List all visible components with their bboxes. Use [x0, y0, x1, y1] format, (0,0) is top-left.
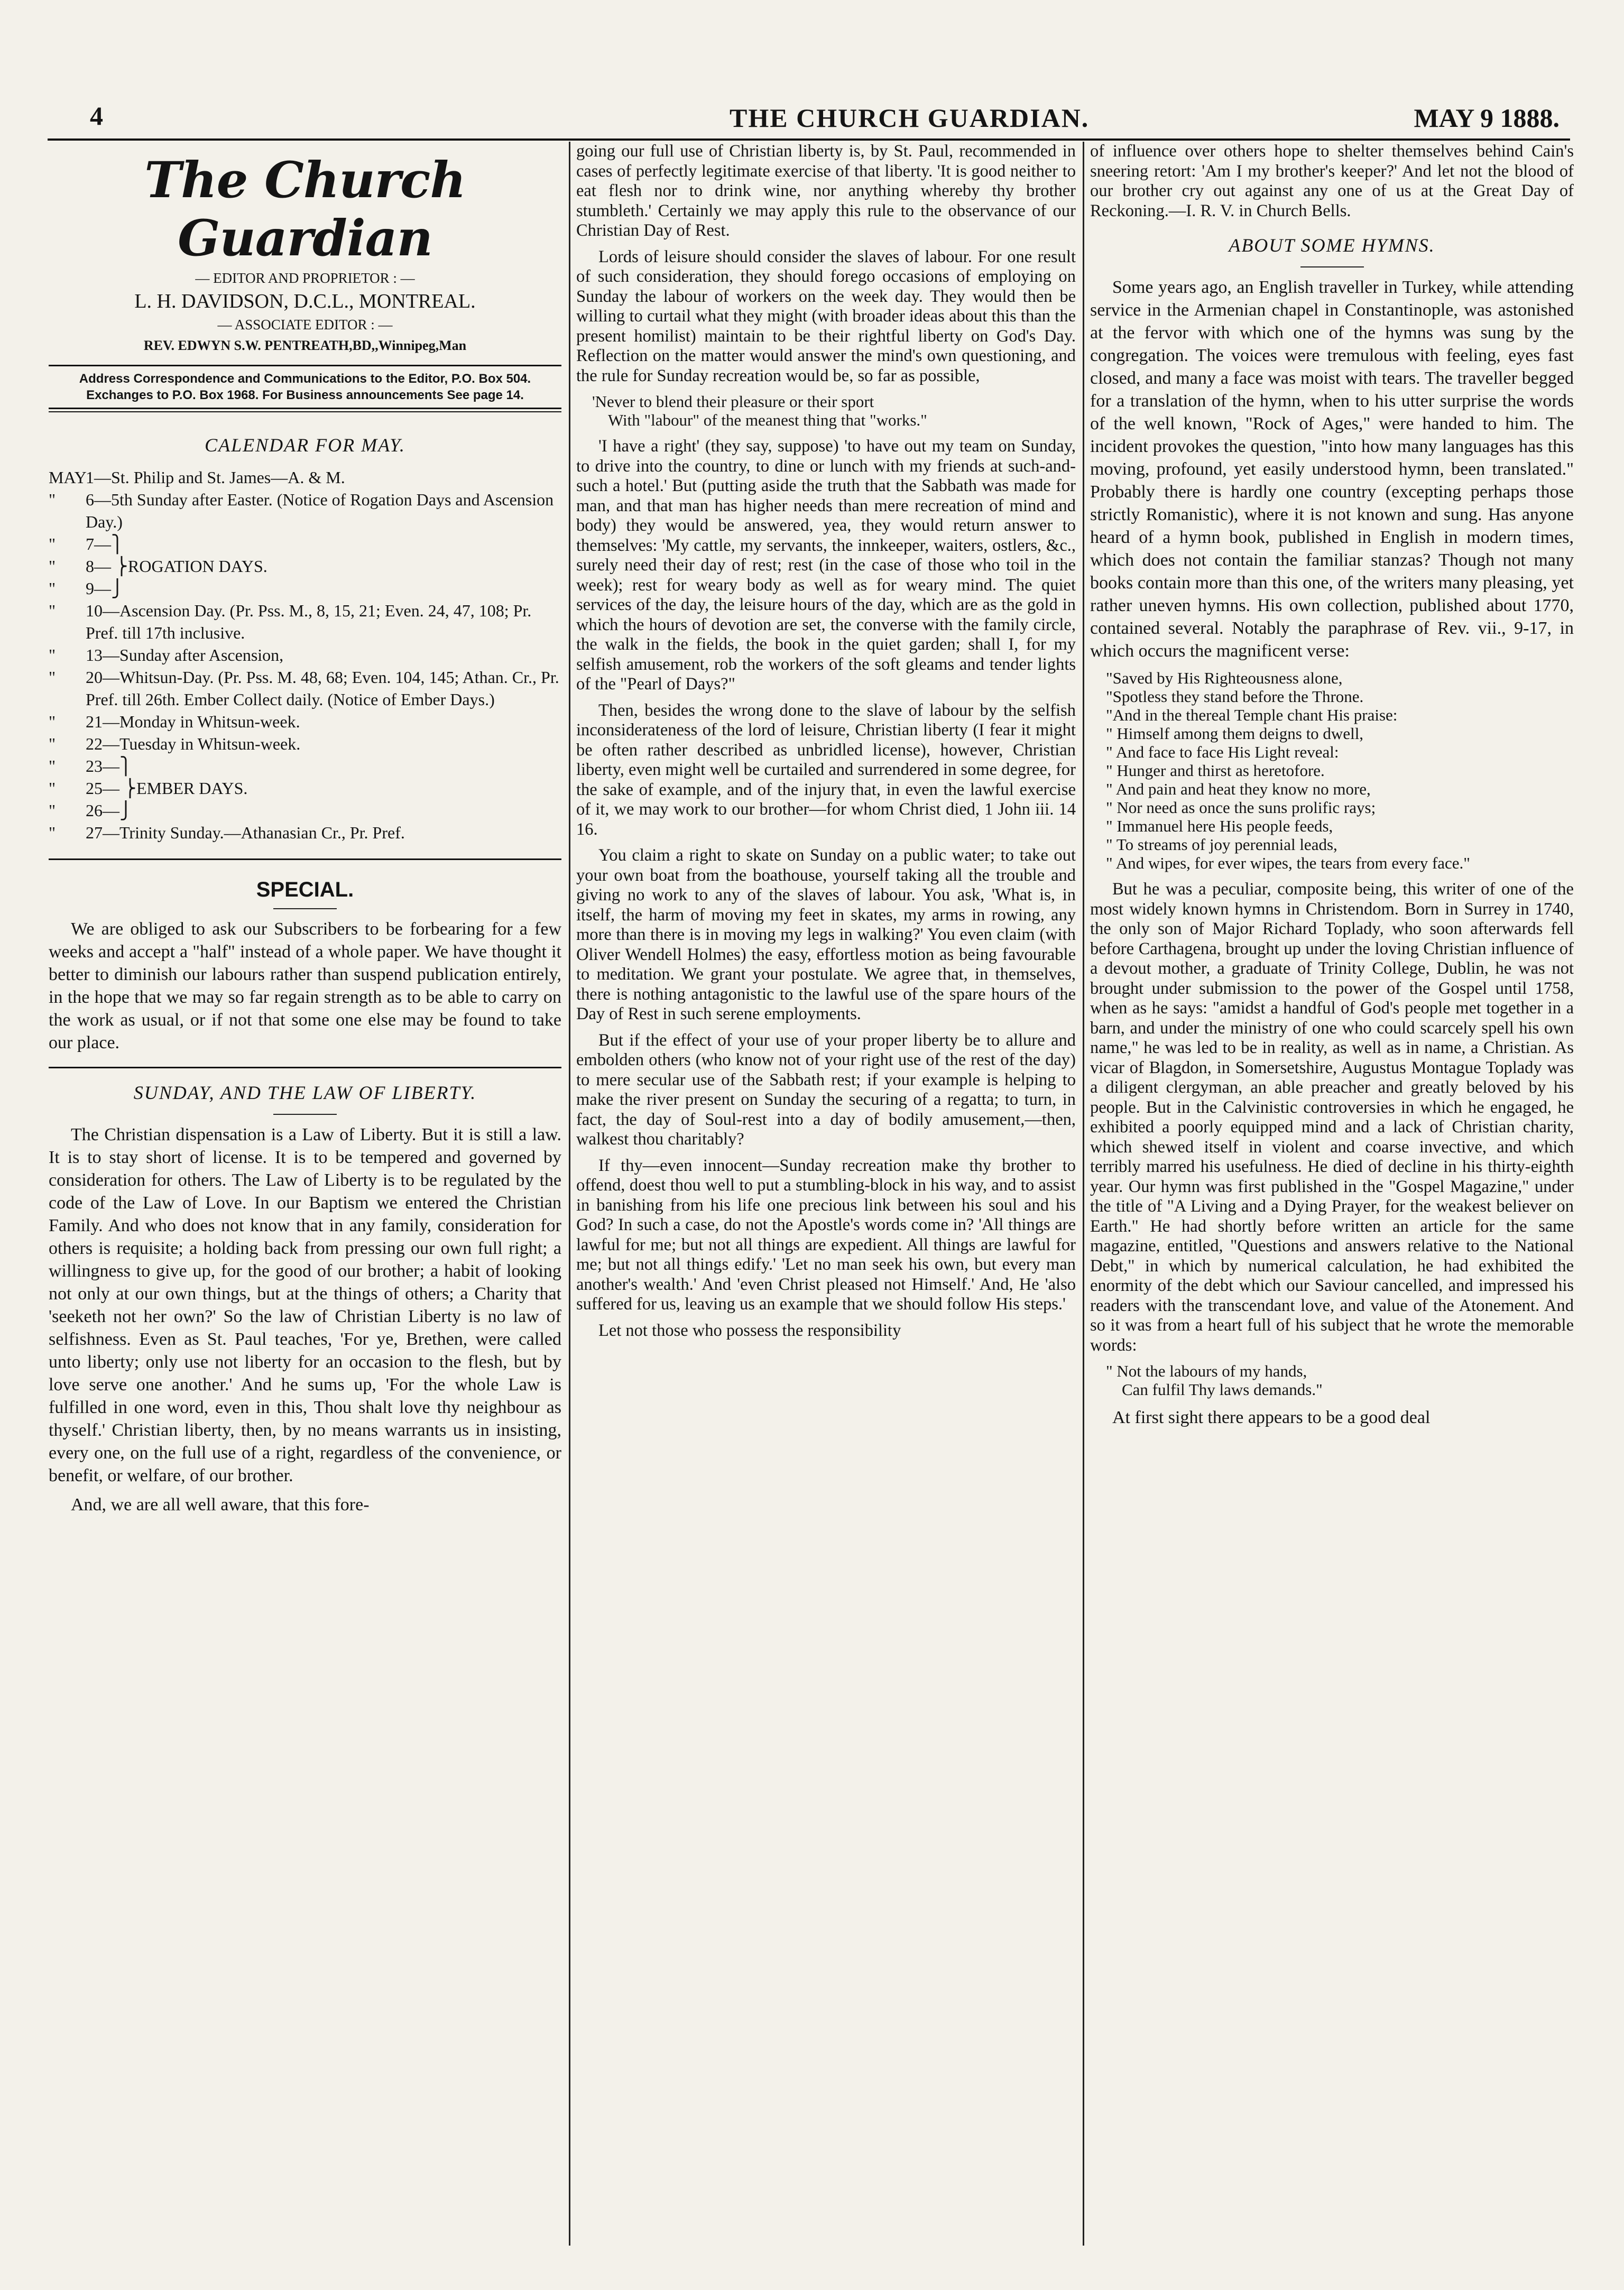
calendar-entry: 9—⎭	[86, 579, 124, 598]
issue-date: MAY 9 1888.	[1414, 103, 1560, 133]
calendar-month: "	[49, 734, 56, 753]
calendar-month: "	[49, 823, 56, 842]
editor-label: — EDITOR AND PROPRIETOR : —	[195, 270, 415, 286]
sunday-cont-6: But if the effect of your use of your proper liberty be to allure and embolden others (who know not of your right use of the rest of the day) to mere secular use of the Sabbath rest; if your example is helping to make the river present on Sunday the securing of a regatta; to turn, in fact, the day of Soul-rest into a day of bodily amusement,—then, walkest thou charitably?	[576, 1030, 1076, 1149]
calendar-entry: 10—Ascension Day. (Pr. Pss. M., 8, 15, 21; Even. 24, 47, 108; Pr. Pref. till 17th inclusive.	[86, 601, 532, 642]
verse-line: " And face to face His Light reveal:	[1106, 743, 1339, 761]
sunday-conclusion: of influence over others hope to shelter themselves behind Cain's sneering retort: 'Am I my brother's keeper?' And let not the blood of our brother cry out against any one of us at the Great Day of Reckoning.—I. R. V. in Church Bells.	[1090, 142, 1574, 220]
verse-line: "And in the thereal Temple chant His praise:	[1106, 706, 1398, 724]
sunday-cont-5: You claim a right to skate on Sunday on a public water; to take out your own boat from the boathouse, yourself taking all the trouble and giving no work to any of the slaves of labour. You ask, 'What is, in itself, the harm of moving my feet in skates, my arms in rowing, any more than there is in moving my legs in walking?' You even claim (with Oliver Wendell Holmes) the easy, effortless motion as being favourable to meditation. We grant your postulate. We agree that, in themselves, there is nothing antagonistic to the lawful use of the spare hours of the Day of Rest in such serene employments.	[576, 846, 1076, 1023]
masthead-title: The Church Guardian	[144, 151, 466, 267]
verse-line: 'Never to blend their pleasure or their sport	[592, 392, 874, 411]
verse-line: " And pain and heat they know no more,	[1106, 780, 1371, 798]
hymns-rule	[1300, 266, 1364, 267]
special-rule	[273, 908, 337, 909]
calendar-month: "	[49, 579, 56, 598]
calendar-month: "	[49, 601, 56, 620]
sunday-paragraph-1: The Christian dispensation is a Law of Liberty. But it is still a law. It is to stay short of license. It is to be tempered and governed by consideration for others. The Law of Liberty is to be regulated by the code of the Law of Love. In our Baptism we entered the Christian Family. And who does not know that in any family, consideration for others is requisite; a holding back from pressing our own full right; a willingness to give up, for the good of our brother; a habit of looking not only at our own things, but at the things of others; a Charity that 'seeketh not her own?' So the law of Christian Liberty is no law of selfishness. Even as St. Paul teaches, 'For ye, Brethen, were called unto liberty; only use not liberty for an occasion to the flesh, but by love serve one another.' And he sums up, 'For the whole Law is fulfilled in one word, even in this, Thou shalt love thy neighbour as thyself.' Christian liberty, then, by no means warrants us in insisting, every one, on the full use of a right, regardless of the convenience, or benefit, or welfare, of our brother.	[49, 1125, 561, 1485]
associate-label: — ASSOCIATE EDITOR : —	[217, 317, 393, 333]
calendar-month: MAY	[49, 468, 87, 487]
calendar-row	[49, 488, 561, 533]
calendar-month: "	[49, 712, 56, 731]
calendar-entry: 27—Trinity Sunday.—Athanasian Cr., Pr. Pref.	[86, 823, 405, 842]
sunday-cont-4: Then, besides the wrong done to the slave of labour by the selfish inconsiderateness of the lord of leisure, Christian liberty (I fear it might be often rather described as unbridled license), however, Christian liberty, even might well be curtailed and surrendered in some degree, for the sake of example, and of the injury that, in even the lawful exercise of it, we may work to our brother—for whom Christ died, 1 John iii. 14 16.	[576, 700, 1076, 839]
calendar-row	[49, 555, 561, 577]
calendar-row	[49, 577, 561, 599]
calendar-row	[49, 777, 561, 799]
calendar-month: "	[49, 801, 56, 820]
calendar-row	[49, 710, 561, 733]
calendar-entry: 25— ⎬EMBER DAYS.	[86, 779, 248, 798]
address-box	[49, 365, 561, 409]
calendar-row	[49, 799, 561, 821]
calendar-month: "	[49, 645, 56, 664]
sunday-verse	[576, 392, 1076, 429]
sunday-rule	[273, 1114, 337, 1115]
verse-line: Can fulfil Thy laws demands."	[1122, 1380, 1323, 1399]
verse-line: "Spotless they stand before the Throne.	[1106, 687, 1364, 706]
address-box-rule	[49, 411, 561, 412]
running-title: THE CHURCH GUARDIAN.	[730, 103, 1090, 133]
calendar-row	[49, 821, 561, 844]
verse-line: " Hunger and thirst as heretofore.	[1106, 761, 1325, 780]
column-rule-1	[569, 142, 570, 2246]
hymns-paragraph-1: Some years ago, an English traveller in Turkey, while attending service in the Armenian chapel in Constantinople, was astonished at the fervor with which one of the hymns was sung by the congregation. The voices were tremulous with feeling, eyes fast closed, and many a face was moist with tears. The traveller begged for a translation of the hymn, when to his utter surprise the words of the well known, "Rock of Ages," were handed to him. The incident provokes the question, "into how many languages has this moving, profound, yet easily understood hymn, been translated." Probably there is hardly one country (excepting perhaps those strictly Romanistic), where it is not known and sung. Has anyone heard of a hymn book, published in English in modern times, which does not contain the familiar stanzas? Though not many books contain more than this one, of the writers many pleasing, yet rather uneven hymns. His own collection, published about 1770, contained several. Notably the paraphrase of Rev. vii., 9-17, in which occurs the magnificent verse:	[1090, 278, 1574, 661]
column-2	[576, 142, 1076, 2246]
page-number: 4	[90, 101, 103, 131]
calendar-month: "	[49, 668, 56, 687]
column-3	[1090, 142, 1574, 2246]
calendar-entry: 1—St. Philip and St. James—A. & M.	[86, 468, 345, 487]
associate-name: REV. EDWYN S.W. PENTREATH,BD,,Winnipeg,Man	[143, 338, 467, 353]
verse-line: " Himself among them deigns to dwell,	[1106, 724, 1364, 743]
calendar-row	[49, 533, 561, 555]
calendar-entry: 20—Whitsun-Day. (Pr. Pss. M. 48, 68; Even. 104, 145; Athan. Cr., Pr. Pref. till 26th. Ember Collect daily. (Notice of Ember Days.)	[86, 668, 559, 709]
address-notice: Address Correspondence and Communications to the Editor, P.O. Box 504. Exchanges to P.O. Box 1968. For Business announcements See page 14.	[79, 372, 531, 402]
verse-line: " To streams of joy perennial leads,	[1106, 835, 1337, 854]
special-text: We are obliged to ask our Subscribers to be forbearing for a few weeks and accept a "half" instead of a whole paper. We have thought it better to diminish our labours rather than suspend publication entirely, in the hope that we may so far regain strength as to be able to carry on the work as usual, or if not that some one else may be found to take our place.	[49, 919, 561, 1052]
calendar-list	[49, 466, 561, 844]
calendar-entry: 7—⎫	[86, 534, 124, 553]
calendar-entry: 22—Tuesday in Whitsun-week.	[86, 734, 301, 753]
calendar-row	[49, 755, 561, 777]
hymns-verse-1	[1090, 669, 1574, 872]
verse-line: "Saved by His Righteousness alone,	[1106, 669, 1343, 687]
calendar-entry: 8— ⎬ROGATION DAYS.	[86, 557, 267, 576]
sunday-title: SUNDAY, AND THE LAW OF LIBERTY.	[133, 1082, 477, 1103]
sunday-cont-3: 'I have a right' (they say, suppose) 'to have out my team on Sunday, to drive into the country, to dine or lunch with my friends at such-and-such a hotel.' But (putting aside the truth that the Sabbath was made for man, and that man has higher needs than mere recreation of mind and body) they would be answered, yea, they would return answer to themselves: 'My cattle, my servants, the innkeeper, waiters, ostlers, &c., surely need their day of rest; rest (in the case of those who toil in the week); rest for weary body as well as for weary mind. The quiet services of the day, the leisure hours of the day, which are as the gold in which the hours of devotion are set, the converse with the family circle, the walk in the fields, the book in the quiet garden; shall I, for my selfish amusement, rob the workers of the soft gleams and tender lights of the "Pearl of Days?"	[576, 437, 1076, 694]
calendar-month: "	[49, 534, 56, 553]
verse-line: " Nor need as once the suns prolific rays;	[1106, 798, 1376, 817]
calendar-entry: 6—5th Sunday after Easter. (Notice of Rogation Days and Ascension Day.)	[86, 490, 554, 531]
calendar-row	[49, 733, 561, 755]
sunday-cont-7: If thy—even innocent—Sunday recreation make thy brother to offend, doest thou well to put a stumbling-block in his way, and to assist in banishing from his life one precious link between his soul and his God? In such a case, do not the Apostle's words come in? 'All things are lawful for me; but not all things are expedient. All things are lawful for me; but not all things edify.' 'Let no man seek his own, but every man another's wealth.' And 'even Christ pleased not Himself.' And, He 'also suffered for us, leaving us an example that we should follow His steps.'	[576, 1156, 1076, 1314]
page-header	[37, 91, 1575, 133]
special-end-rule	[49, 1067, 561, 1068]
calendar-entry: 23—⎫	[86, 756, 132, 775]
calendar-row	[49, 466, 561, 488]
column-rule-2	[1083, 142, 1084, 2246]
verse-line: With "labour" of the meanest thing that "works."	[608, 411, 927, 429]
hymns-paragraph-2: But he was a peculiar, composite being, this writer of one of the most widely known hymns in Christendom. Born in Surrey in 1740, the only son of Major Richard Toplady, who soon afterwards fell before Carthagena, brought up under the loving Christian influence of a devout mother, a graduate of Trinity College, Dublin, he was not brought under submission to the power of the Gospel until 1758, when as he says: "amidst a handful of God's people met together in a barn, and under the ministry of one who could scarcely spell his own name," he was led to be in reality, as well as in name, a Christian. As vicar of Blagdon, in Somersetshire, Augustus Montague Toplady was a diligent clergyman, an able preacher and greatly beloved by his people. But in the Calvinistic controversies in which he engaged, he exhibited a poorly equipped mind and a lack of Christian charity, which shewed itself in violent and coarse invective, and which terribly marred his usefulness. He died of decline in his thirty-eighth year. Our hymn was first published in the "Gospel Magazine," under the title of "A Living and a Dying Prayer, for the weakest believer on Earth." He had shortly before written an article for the same magazine, entitled, "Questions and answers relative to the National Debt," in which by numerical calculation, he had exhibited the enormity of the debt which our Saviour cancelled, and impressed his readers with the transcendant love, and value of the Atonement. And so it was from a heart full of his subject that he wrote the memorable words:	[1090, 880, 1574, 1355]
calendar-title: CALENDAR FOR MAY.	[205, 435, 405, 456]
column-1	[49, 142, 561, 2246]
calendar-entry: 21—Monday in Whitsun-week.	[86, 712, 300, 731]
calendar-row	[49, 599, 561, 644]
sunday-paragraph-2: And, we are all well aware, that this fore-	[71, 1495, 370, 1515]
calendar-entry: 26—⎭	[86, 801, 132, 820]
calendar-row	[49, 644, 561, 666]
special-title: SPECIAL.	[256, 878, 354, 901]
calendar-month: "	[49, 490, 56, 509]
header-rule	[48, 138, 1570, 141]
hymns-paragraph-3: At first sight there appears to be a good deal	[1112, 1408, 1431, 1427]
editor-name: L. H. DAVIDSON, D.C.L., MONTREAL.	[134, 290, 476, 312]
calendar-month: "	[49, 756, 56, 775]
calendar-month: "	[49, 779, 56, 798]
sunday-cont-2: Lords of leisure should consider the slaves of labour. For one result of such consideration, they should forego occasions of employing on Sunday the labour of workers on the week day. They would then be willing to curtail what they might (with broader ideas about this than the present homilist) maintain to be their rightful liberty on God's Day. Reflection on the matter would answer the mind's own questioning, and the rule for Sunday recreation would be, so far as possible,	[576, 247, 1076, 385]
calendar-rule	[49, 858, 561, 860]
hymns-title: ABOUT SOME HYMNS.	[1229, 235, 1435, 256]
calendar-row	[49, 666, 561, 710]
calendar-month: "	[49, 557, 56, 576]
verse-line: " Immanuel here His people feeds,	[1106, 817, 1333, 835]
calendar-entry: 13—Sunday after Ascension,	[86, 645, 284, 664]
sunday-cont-8: Let not those who possess the responsibility	[598, 1321, 901, 1340]
hymns-verse-2	[1090, 1362, 1574, 1399]
verse-line: " And wipes, for ever wipes, the tears from every face."	[1106, 854, 1470, 872]
staff-box	[49, 267, 561, 356]
sunday-cont-1: going our full use of Christian liberty is, by St. Paul, recommended in cases of perfectly legitimate exercise of that liberty. 'It is good neither to eat flesh nor to drink wine, nor anything whereby thy brother stumbleth.' Certainly we may apply this rule to the observance of our Christian Day of Rest.	[576, 142, 1076, 240]
verse-line: " Not the labours of my hands,	[1106, 1362, 1307, 1380]
